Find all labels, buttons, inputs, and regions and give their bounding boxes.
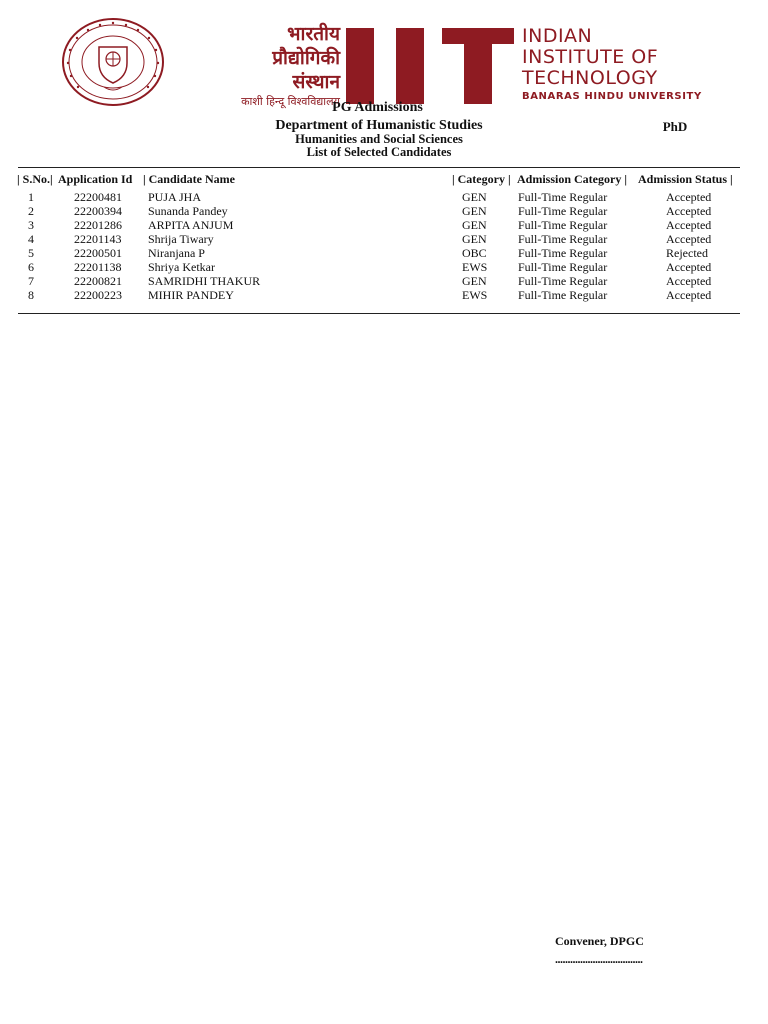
cell-sno: 2 [28, 204, 34, 218]
cell-category: GEN [462, 232, 487, 246]
hindi-wordmark [200, 22, 340, 110]
convener-label: Convener, DPGC [555, 934, 644, 948]
header-category: | Category | [452, 172, 511, 186]
cell-admission-status: Accepted [666, 274, 712, 288]
cell-candidate-name: SAMRIDHI THAKUR [148, 274, 261, 288]
cell-admission-category: Full-Time Regular [518, 260, 608, 274]
cell-candidate-name: Shrija Tiwary [148, 232, 214, 246]
english-line-2: INSTITUTE OF [522, 46, 659, 68]
cell-candidate-name: Niranjana P [148, 246, 205, 260]
table-bottom-rule [18, 313, 740, 314]
hindi-line-2: प्रौद्योगिकी [272, 47, 340, 69]
cell-admission-status: Accepted [666, 232, 712, 246]
cell-application-id: 22200501 [74, 246, 122, 260]
table-row [0, 190, 768, 204]
cell-application-id: 22200821 [74, 274, 122, 288]
cell-admission-category: Full-Time Regular [518, 204, 608, 218]
pg-admissions-title: PG Admissions [332, 100, 423, 115]
table-row [0, 204, 768, 218]
cell-application-id: 22200481 [74, 190, 122, 204]
cell-application-id: 22201286 [74, 218, 122, 232]
table-row [0, 246, 768, 260]
header-candidate-name: | Candidate Name [143, 172, 235, 186]
cell-admission-status: Accepted [666, 218, 712, 232]
cell-admission-category: Full-Time Regular [518, 190, 608, 204]
cell-category: GEN [462, 190, 487, 204]
cell-admission-category: Full-Time Regular [518, 218, 608, 232]
cell-sno: 4 [28, 232, 34, 246]
cell-application-id: 22201143 [74, 232, 122, 246]
header-admission-category: Admission Category | [517, 172, 627, 186]
signature-line: ................................... [555, 952, 643, 966]
cell-category: EWS [462, 288, 488, 302]
iit-logo-letters [346, 28, 514, 104]
cell-sno: 3 [28, 218, 34, 232]
hindi-line-4: काशी हिन्दू विश्वविद्यालय [241, 95, 340, 108]
cell-admission-category: Full-Time Regular [518, 274, 608, 288]
cell-sno: 6 [28, 260, 34, 274]
cell-application-id: 22201138 [74, 260, 122, 274]
department-title: Department of Humanistic Studies [275, 118, 483, 133]
cell-candidate-name: ARPITA ANJUM [148, 218, 234, 232]
header-admission-status: Admission Status | [638, 172, 733, 186]
cell-admission-status: Accepted [666, 204, 712, 218]
cell-application-id: 22200394 [74, 204, 122, 218]
cell-sno: 5 [28, 246, 34, 260]
table-row [0, 232, 768, 246]
cell-candidate-name: MIHIR PANDEY [148, 288, 234, 302]
cell-admission-status: Accepted [666, 288, 712, 302]
cell-category: GEN [462, 274, 487, 288]
table-row [0, 288, 768, 302]
table-row [0, 218, 768, 232]
header-application-id: Application Id [58, 172, 133, 186]
hindi-line-1: भारतीय [287, 23, 340, 45]
cell-sno: 7 [28, 274, 34, 288]
discipline-title: Humanities and Social Sciences [295, 132, 463, 146]
cell-admission-category: Full-Time Regular [518, 232, 608, 246]
institute-seal-logo [58, 17, 168, 107]
cell-category: GEN [462, 218, 487, 232]
cell-admission-status: Accepted [666, 260, 712, 274]
header-sno: | S.No.| [17, 172, 53, 186]
english-line-1: INDIAN [522, 25, 593, 47]
program-label: PhD [662, 119, 688, 134]
cell-sno: 8 [28, 288, 34, 302]
hindi-line-3: संस्थान [292, 71, 340, 93]
cell-candidate-name: PUJA JHA [148, 190, 202, 204]
cell-category: EWS [462, 260, 488, 274]
list-title: List of Selected Candidates [306, 145, 452, 159]
cell-application-id: 22200223 [74, 288, 122, 302]
cell-category: GEN [462, 204, 487, 218]
cell-admission-status: Rejected [666, 246, 708, 260]
english-line-3: TECHNOLOGY [522, 67, 658, 89]
cell-admission-status: Accepted [666, 190, 712, 204]
cell-candidate-name: Sunanda Pandey [148, 204, 228, 218]
english-wordmark [522, 26, 702, 105]
cell-admission-category: Full-Time Regular [518, 288, 608, 302]
table-row [0, 274, 768, 288]
table-row [0, 260, 768, 274]
cell-candidate-name: Shriya Ketkar [148, 260, 215, 274]
cell-sno: 1 [28, 190, 34, 204]
university-name: BANARAS HINDU UNIVERSITY [522, 91, 702, 102]
table-top-rule [18, 167, 740, 168]
cell-admission-category: Full-Time Regular [518, 246, 608, 260]
cell-category: OBC [462, 246, 487, 260]
